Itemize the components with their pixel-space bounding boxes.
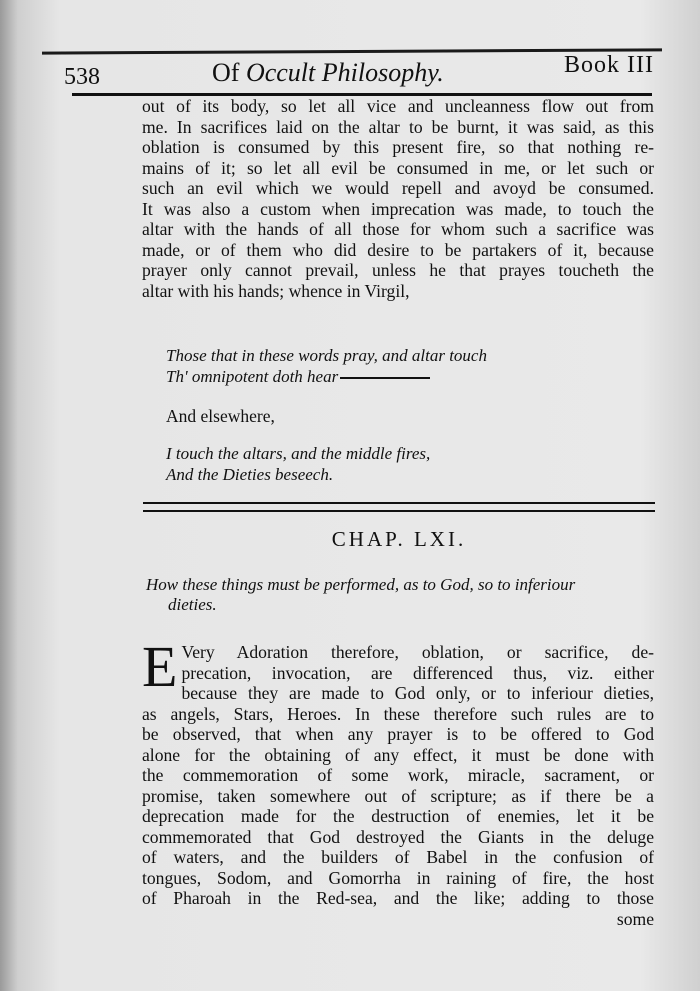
catchword: some [616,908,654,929]
drop-cap: E [142,634,178,699]
text-line: me. In sacrifices laid on the altar to be burnt, it was said, as this [142,116,654,137]
text-line: of Pharoah in the Red-sea, and the like; adding to those [142,888,654,908]
text-line: because they are made to God only, or to inferiour dieties, [181,683,654,703]
chapter-title: CHAP. LXI. [331,527,467,551]
verse-line: I touch the altars, and the middle fires, [166,444,431,463]
text-line: out of its body, so let all vice and uncleanness flow out from [142,96,654,116]
verse-line: Those that in these words pray, and altar touch [166,346,487,365]
section-rule [143,502,655,504]
text-line: promise, taken somewhere out of scripture; as if there be a [142,785,654,806]
running-title-italic: Occult Philosophy. [245,58,444,87]
verse-line-with-dash [166,366,487,387]
running-title [212,58,444,88]
text-line: altar with his hands; whence in Virgil, [142,280,410,301]
text-line: alone for the obtaining of any effect, it must be done with [142,744,654,765]
summary-line: dieties. [168,595,217,614]
text-line: altar with the hands of all those for whom such a sacrifice was [142,219,654,239]
verse-quote-1 [166,345,487,387]
text-line: commemorated that God destroyed the Giants in the deluge [142,826,654,847]
text-line: It was also a custom when imprecation was made, to touch the [142,198,654,219]
text-line: deprecation made for the destruction of enemies, let it be [142,806,654,826]
text-line: mains of it; so let all evil be consumed in me, or let such or [142,157,654,178]
page-number: 538 [64,64,100,90]
running-title-prefix: Of [212,58,240,87]
body-paragraph-2 [142,634,654,929]
text-line: Very Adoration therefore, oblation, or sacrifice, de- [181,642,654,662]
text-line: be observed, that when any prayer is to be offered to God [142,724,654,744]
chapter-summary [146,575,654,615]
text-line: such an evil which we would repell and avoyd be consumed. [142,178,654,198]
verse-quote-2 [166,443,430,485]
text-line: oblation is consumed by this present fire, so that nothing re- [142,137,654,157]
text-line: the commemoration of some work, miracle, sacrament, or [142,765,654,785]
book-label: Book III [564,52,654,78]
section-rule [143,510,655,512]
text-line: tongues, Sodom, and Gomorrha in raining of fire, the host [142,867,654,888]
text-line: as angels, Stars, Heroes. In these therefore such rules are to [142,703,654,724]
text-line: of waters, and the builders of Babel in the confusion of [142,847,654,867]
verse-line: Th' omnipotent doth hear [166,367,339,386]
em-dash-rule [340,377,430,379]
text-line: prayer only cannot prevail, unless he that prayes toucheth the [142,260,654,280]
elsewhere-label: And elsewhere, [166,406,275,426]
text-line: precation, invocation, are differenced thus, viz. either [181,662,654,683]
body-paragraph-1 [142,96,654,301]
verse-line: And the Dieties beseech. [166,465,334,484]
summary-line: How these things must be performed, as to God, so to inferiour [146,575,576,594]
text-line: made, or of them who did desire to be partakers of it, because [142,239,654,260]
running-header [42,52,662,92]
